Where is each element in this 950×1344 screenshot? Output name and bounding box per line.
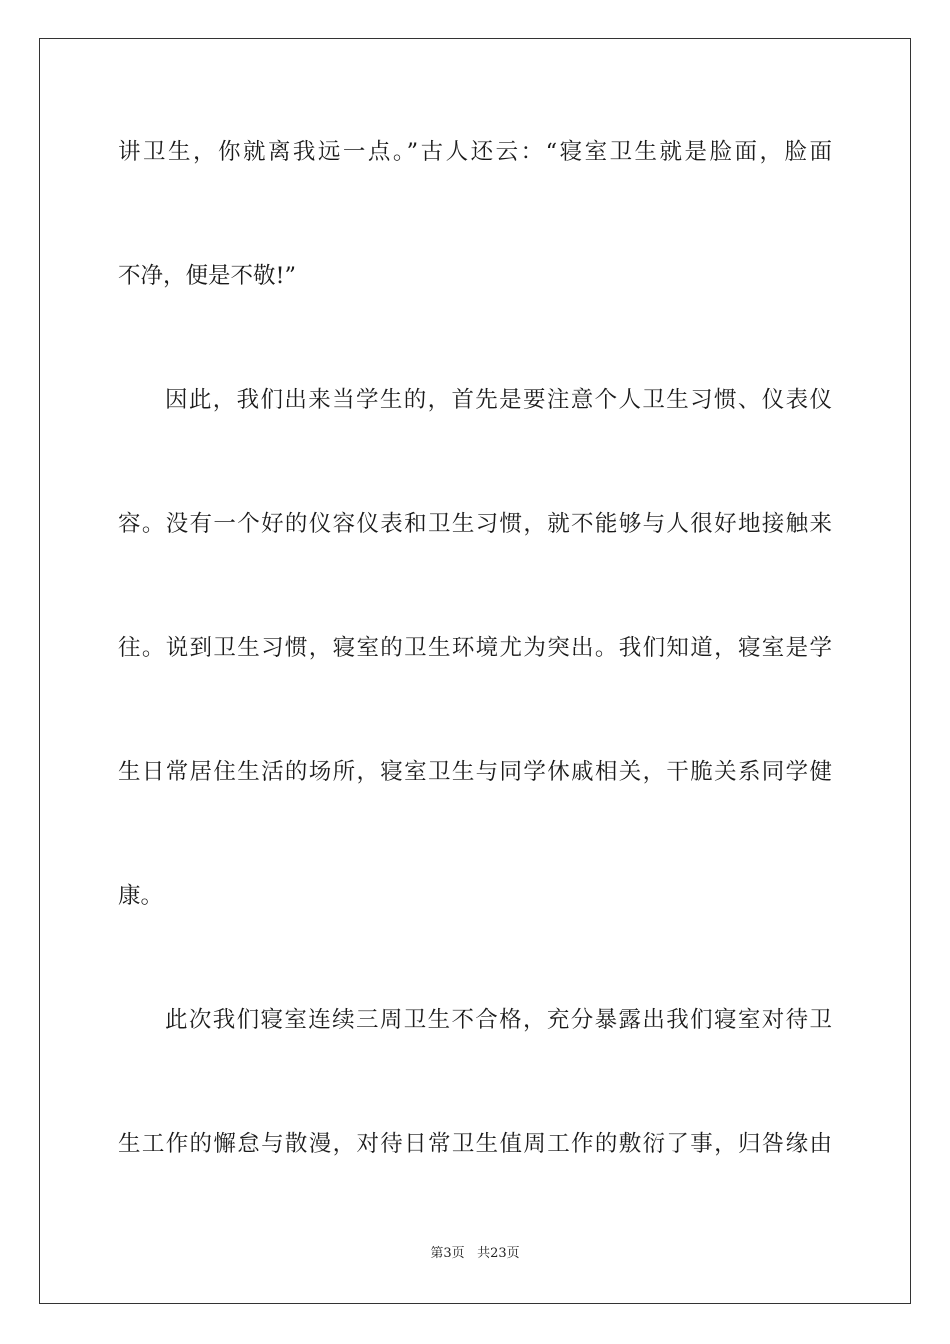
text-line-2: 不净，便是不敬!” — [118, 263, 297, 289]
page-number: 第3页 — [430, 1246, 465, 1261]
text-line-1: 讲卫生，你就离我远一点。”古人还云：“寝室卫生就是脸面，脸面 — [118, 139, 832, 165]
text-line-4: 容。没有一个好的仪容仪表和卫生习惯，就不能够与人很好地接触来 — [118, 511, 832, 537]
page-border — [39, 38, 911, 1304]
text-line-8: 此次我们寝室连续三周卫生不合格，充分暴露出我们寝室对待卫 — [165, 1007, 832, 1033]
text-line-3: 因此，我们出来当学生的，首先是要注意个人卫生习惯、仪表仪 — [165, 387, 832, 413]
page-total: 共23页 — [477, 1246, 520, 1261]
text-line-5: 往。说到卫生习惯，寝室的卫生环境尤为突出。我们知道，寝室是学 — [118, 635, 832, 661]
text-line-7: 康。 — [118, 883, 164, 909]
page-footer — [0, 1244, 950, 1264]
text-line-6: 生日常居住生活的场所，寝室卫生与同学休戚相关，干脆关系同学健 — [118, 759, 832, 785]
text-line-9: 生工作的懈怠与散漫，对待日常卫生值周工作的敷衍了事，归咎缘由 — [118, 1131, 832, 1157]
